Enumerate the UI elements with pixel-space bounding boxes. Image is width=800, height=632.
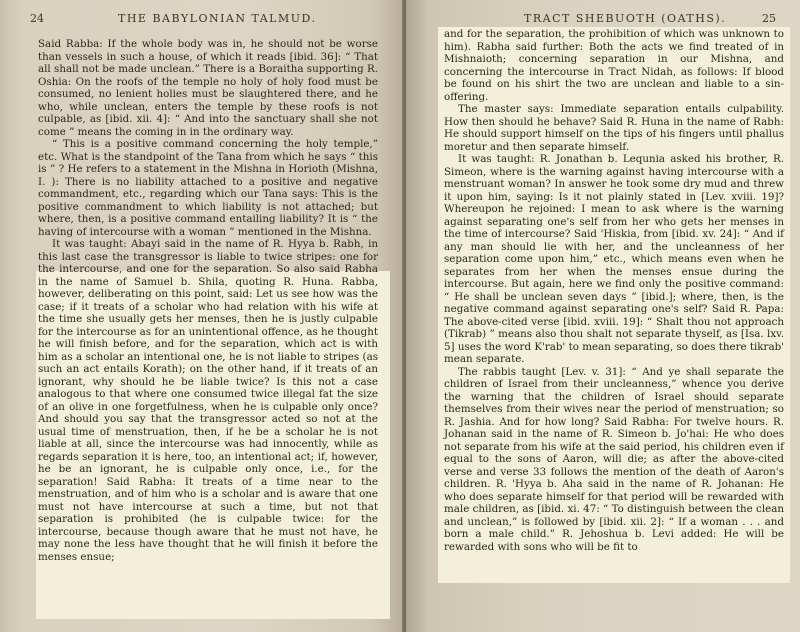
left-running-head: THE BABYLONIAN TALMUD. [118,12,317,25]
left-paragraph-3: It was taught: Abayi said in the name of R. Hyya b. Rabh, in this last case the transgressor is liable to twice stripes: one for the intercourse, and one for the separation. So also said Rabha in the name of Samuel b. Shila, quoting R. Huna. Rabba, however, deliberating on this point, said: Let us see how was the case; if it treats of a scholar who had relation with his wife at the time she usually gets her menses, then he is justly culpable for the intercourse as for an unintentional offence, as he thought he will finish before, and for the separation, which act is with him as a scholar an intentional one, he is not liable to stripes (as such an act entails Korath); on the other hand, if it treats of an ignorant, why should he be liable twice? Is this not a case analogous to that where one consumed twice illegal fat the size of an olive in one forgetfulness, when he is culpable only once? And should you say that the transgressor acted so not at the usual time of menstruation, then, if he be a scholar he is not liable at all, since the intercourse was had innocently, while as regards separation it is here, too, an intentional act; if, however, he be an ignorant, he is culpable only once, i.e., for the separation! Said Rabha: It treats of a time near to the menstruation, and of him who is a scholar and is aware that one must not have intercourse at such a time, but not that separation is prohibited (he is culpable twice: for the intercourse, because though aware that he must not have, he may none the less have thought that he will finish it before the menses ensue; [38,238,378,563]
left-paragraph-2: “ This is a positive command concerning the holy temple,” etc. What is the standpoint of the Tana from which he says “ this is ” ? He refers to a statement in the Mishna in Horioth (Mishna, I. ): There is no liability attached to a positive and negative commandment, etc., regarding which our Tana says: This is the positive commandment to which liability is not attached; but where, then, is a positive command entailing liability? It is “ the having of intercourse with a woman ” mentioned in the Mishna. [38,138,378,238]
right-paragraph-2: The master says: Immediate separation entails culpability. How then should he behave? Said R. Huna in the name of Rabh: He should support himself on the tips of his fingers until phallus moretur and then separate himself. [444,103,784,153]
right-running-head: TRACT SHEBUOTH (OATHS). [524,12,727,25]
left-text-column [38,38,378,563]
left-paragraph-1: Said Rabba: If the whole body was in, he should not be worse than vessels in such a house, of which it reads [ibid. 36]: “ That all shall not be made unclean.” There is a Boraitha supporting R. Oshia: On the roofs of the temple no holy of holy food must be consumed, no lenient holies must be slaughtered there, and he who, while unclean, enters the temple by these roofs is not culpable, as [ibid. xii. 4]: “ And into the sanctuary shall she not come ” means the coming in in the ordinary way. [38,38,378,138]
right-paragraph-3: It was taught: R. Jonathan b. Lequnia asked his brother, R. Simeon, where is the warning against having intercourse with a menstruant woman? In answer he took some dry mud and threw it upon him, saying: Is it not plainly stated in [Lev. xviii. 19]? Whereupon he rejoined: I mean to ask where is the warning against separating one's self from her who gets her menses in the time of intercourse? Said 'Hiskia, from [ibid. xv. 24]: “ And if any man should lie with her, and the uncleanness of her separation come upon him,” etc., which means even when he separates from her when the menses ensue during the intercourse. But again, here we find only the positive command: “ He shall be unclean seven days ” [ibid.]; where, then, is the negative command against separating one's self? Said R. Papa: The above-cited verse [ibid. xviii. 19]: “ Shalt thou not approach (Tikrab) ” means also thou shalt not separate thyself, as [Isa. lxv. 5] uses the word K'rab' to mean separating, so does there tikrab' mean separate. [444,153,785,365]
right-paragraph-1: and for the separation, the prohibition of which was unknown to him). Rabha said further: Both the acts we find treated of in Mishnaioth; concerning separation in our Mishna, and concerning the intercourse in Tract Nidah, as follows: If blood be found on his shirt the two are unclean and liable to a sin-offering. [444,28,784,103]
left-page-number: 24 [30,12,44,25]
right-text-column [444,28,784,553]
right-paragraph-4: The rabbis taught [Lev. v. 31]: “ And ye shall separate the children of Israel from their uncleanness,” whence you derive the warning that the children of Israel should separate themselves from their wives near the period of menstruation; so R. Jashia. And for how long? Said Rabha: For twelve hours. R. Johanan said in the name of R. Simeon b. Jo'hai: He who does not separate from his wife at the said period, his children even if equal to the sons of Aaron, will die; as after the above-cited verse and verse 33 follows the mention of the death of Aaron's children. R. 'Hyya b. Aha said in the name of R. Johanan: He who does separate himself for that period will be rewarded with male children, as [ibid. xi. 47: “ To distinguish between the clean and unclean,” is followed by [ibid. xii. 2]: “ If a woman . . . and born a male child.” R. Jehoshua b. Levi added: He will be rewarded with sons who will be fit to [444,365,784,553]
right-page [406,0,800,632]
right-page-number: 25 [762,12,776,25]
